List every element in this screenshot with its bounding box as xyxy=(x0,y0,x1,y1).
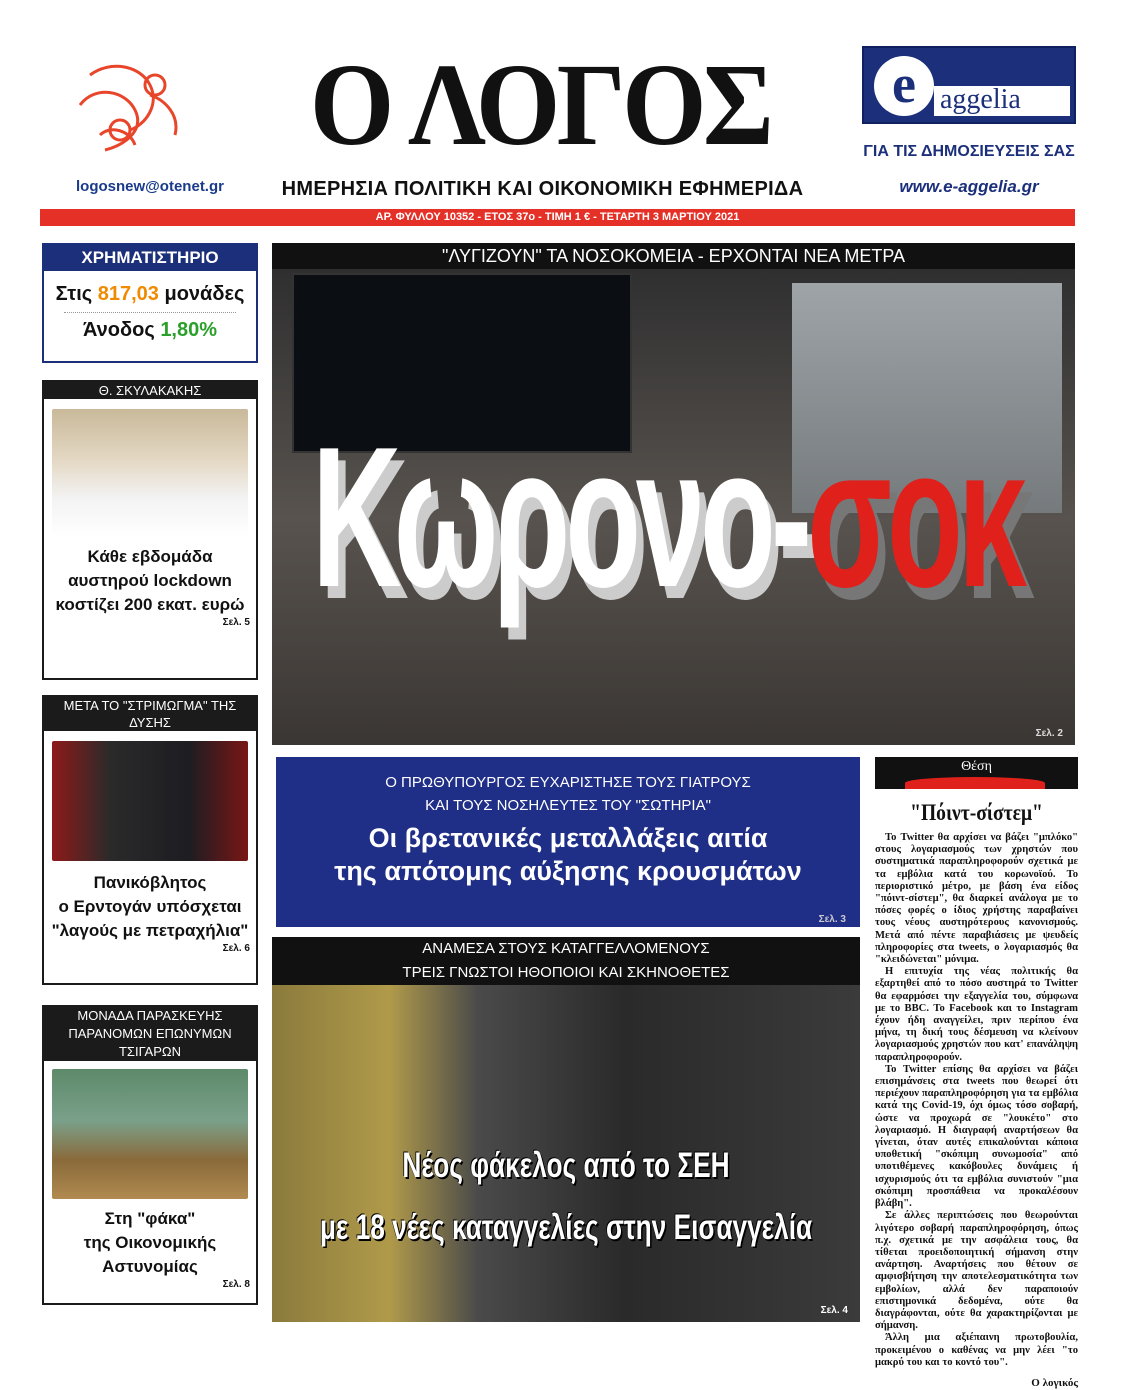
newspaper-logo-illustration xyxy=(60,55,200,170)
page-ref: Σελ. 5 xyxy=(222,617,250,628)
story-kicker: Ο ΠΡΩΘΥΠΟΥΡΓΟΣ ΕΥΧΑΡΙΣΤΗΣΕ ΤΟΥΣ ΓΙΑΤΡΟΥΣ xyxy=(385,774,751,791)
paragraph: Το Twitter επίσης θα αρχίσει να βάζει επισημάνσεις στα tweets που θεωρεί ότι περιέχουν παραπληροφόρηση για τα εμβόλια κατά της Covid-19, όχι όμως τόσο σοβαρή, ώστε να προχωρά σε "λουκέτο" στο λογαριασμό. Η διαγραφή αναρτήσεων θα γίνεται, όταν αυτές επικαλούνται κάποια υποθετική "σκόπιμη συνωμοσία" από υποτιθέμενες κακόβουλες δυνάμεις ή ισχυρισμούς ότι τα εμβόλια συνιστούν "μια σκόπιμη προσπάθεια να προκαλέσουν βλάβη". xyxy=(875,1063,1078,1210)
opinion-signature: Ο λογικός xyxy=(1031,1376,1078,1389)
story-photo xyxy=(52,409,248,537)
stock-value: 817,03 xyxy=(97,283,159,305)
stock-change: 1,80% xyxy=(160,319,218,341)
story-kicker: ΤΡΕΙΣ ΓΝΩΣΤΟΙ ΗΘΟΠΟΙΟΙ ΚΑΙ ΣΚΗΝΟΘΕΤΕΣ xyxy=(402,964,730,981)
red-decoration xyxy=(905,777,1045,789)
ad-tagline: ΓΙΑ ΤΙΣ ΔΗΜΟΣΙΕΥΣΕΙΣ ΣΑΣ xyxy=(863,143,1075,160)
caption-line: αυστηρού lockdown xyxy=(68,571,232,590)
story-header: Θ. ΣΚΥΛΑΚΑΚΗΣ xyxy=(44,382,256,399)
caption-line: ο Ερντογάν υπόσχεται xyxy=(58,897,242,916)
caption-line: "λαγούς με πετραχήλια" xyxy=(51,921,249,940)
label: μονάδες xyxy=(164,283,245,305)
story-header: ΜΕΤΑ ΤΟ "ΣΤΡΙΜΩΓΜΑ" ΤΗΣ ΔΥΣΗΣ xyxy=(44,697,256,731)
paragraph: Σε άλλες περιπτώσεις που θεωρούνται λιγότερο σοβαρή παραπληροφόρηση, όπως π.χ. σχετικά με την ασφάλεια τους, θα τίθεται προειδοποιητική σήμανση στην ανάρτηση. Αναρτήσεις που θέτουν σε αμφισβήτηση την αποτελεσματικότητα των εμβολίων, αλλά δεν παραποιούν επιστημονικά δεδομένα, ούτε θα διαγράφονται, ούτε θα χαρακτηρίζονται με σήμανση. xyxy=(875,1210,1078,1332)
second-story[interactable] xyxy=(276,757,860,927)
third-story-kicker xyxy=(272,937,860,985)
contact-email[interactable]: logosnew@otenet.gr xyxy=(76,178,224,195)
e-aggelia-ad-logo[interactable] xyxy=(862,46,1076,124)
issue-info-bar: ΑΡ. ΦΥΛΛΟΥ 10352 - ΕΤΟΣ 37ο - ΤΙΜΗ 1 € - ΤΕΤΑΡΤΗ 3 ΜΑΡΤΙΟΥ 2021 xyxy=(40,209,1075,226)
story-headline: της απότομης αύξησης κρουσμάτων xyxy=(334,856,802,886)
third-story-photo[interactable] xyxy=(272,985,860,1322)
page-ref: Σελ. 8 xyxy=(222,1279,250,1290)
story-header: ΜΟΝΑΔΑ ΠΑΡΑΣΚΕΥΗΣ ΠΑΡΑΝΟΜΩΝ ΕΠΩΝΥΜΩΝ ΤΣΙΓΑΡΩΝ xyxy=(44,1007,256,1061)
headline-part-red: σοκ xyxy=(807,406,1023,629)
story-caption xyxy=(44,545,256,617)
opinion-column xyxy=(875,832,1078,1390)
ad-url[interactable]: www.e-aggelia.gr xyxy=(899,177,1039,196)
stock-title: ΧΡΗΜΑΤΙΣΤΗΡΙΟ xyxy=(44,245,256,271)
section-label: Θέση xyxy=(961,759,992,774)
stock-change-line xyxy=(44,319,256,342)
stock-market-box xyxy=(42,243,258,363)
label: Στις xyxy=(55,283,93,305)
masthead-title: Ο ΛΟΓΟΣ xyxy=(309,39,771,170)
story-photo xyxy=(52,741,248,861)
sidebar-story[interactable] xyxy=(42,380,258,680)
lead-kicker: "ΛΥΓΙΖΟΥΝ" ΤΑ ΝΟΣΟΚΟΜΕΙΑ - ΕΡΧΟΝΤΑΙ ΝΕΑ ΜΕΤΡΑ xyxy=(272,243,1075,269)
story-headline: Οι βρετανικές μεταλλάξεις αιτία xyxy=(368,823,768,853)
story-caption xyxy=(44,871,256,943)
story-photo xyxy=(52,1069,248,1199)
e-aggelia-logo-word: aggelia xyxy=(934,86,1070,116)
lead-story[interactable] xyxy=(272,243,1075,745)
story-headline: με 18 νέες καταγγελίες στην Εισαγγελία xyxy=(319,1208,813,1247)
caption-line: Κάθε εβδομάδα xyxy=(87,547,213,566)
story-headline: Νέος φάκελος από το ΣΕΗ xyxy=(402,1146,730,1185)
paragraph: Άλλη μια αξιέπαινη πρωτοβουλία, προκειμένου ο καθένας να μην λέει "το μακρύ του και το κοντό του". xyxy=(875,1332,1078,1368)
page-ref: Σελ. 3 xyxy=(818,914,846,925)
story-kicker: ΑΝΑΜΕΣΑ ΣΤΟΥΣ ΚΑΤΑΓΓΕΛΛΟΜΕΝΟΥΣ xyxy=(422,940,710,957)
opinion-body xyxy=(875,832,1078,1369)
paragraph: Το Twitter θα αρχίσει να βάζει "μπλόκο" στους λογαριασμούς των χρηστών που συστηματικά παραπληροφορούν σχετικά με τα εμβόλια κατά του κορωνοϊού. Το περιοριστικό μέτρο, με βάση ένα είδος "πόιντ-σίστεμ", θα διαρκεί ανάλογα με το πόσες φορές ο ίδιος χρήστης παραβαίνει τους νέους αυστηρότερους κανονισμούς. Μετά από πέντε παραβιάσεις με ψευδείς πληροφορίες στα tweets, ο λογαριασμός θα "κλειδώνεται" μόνιμα. xyxy=(875,832,1078,966)
headline-part: Κωρονο- xyxy=(312,406,808,629)
caption-line: κοστίζει 200 εκατ. ευρώ xyxy=(55,595,245,614)
e-aggelia-logo-letter: e xyxy=(874,56,934,116)
caption-line: της Οικονομικής xyxy=(83,1233,217,1252)
caption-line: Αστυνομίας xyxy=(102,1257,198,1276)
page-ref: Σελ. 2 xyxy=(1035,728,1063,739)
sidebar-story[interactable] xyxy=(42,1005,258,1305)
caption-line: Στη "φάκα" xyxy=(104,1209,196,1228)
sidebar-story[interactable] xyxy=(42,695,258,985)
story-caption xyxy=(44,1207,256,1279)
story-kicker: ΚΑΙ ΤΟΥΣ ΝΟΣΗΛΕΥΤΕΣ ΤΟΥ "ΣΩΤΗΡΙΑ" xyxy=(425,797,711,814)
masthead-subtitle: ΗΜΕΡΗΣΙΑ ΠΟΛΙΤΙΚΗ ΚΑΙ ΟΙΚΟΝΟΜΙΚΗ ΕΦΗΜΕΡΙΔΑ xyxy=(281,178,804,200)
opinion-section-header xyxy=(875,757,1078,789)
caption-line: Πανικόβλητος xyxy=(93,873,207,892)
opinion-title: "Πόιντ-σίστεμ" xyxy=(910,800,1043,825)
paragraph: Η επιτυχία της νέας πολιτικής θα εξαρτηθεί από το πόσο αυστηρά το Twitter θα εφαρμόσει την εξαγγελία του, σύμφωνα με το BBC. Το Facebook και το Instagram έχουν ήδη αναγγείλει, πριν περίπου ένα μήνα, τη δική τους δέσμευση να κλείνουν λογαριασμούς χρηστών που κατ' επανάληψη παραπληροφορούν. xyxy=(875,966,1078,1063)
label: Άνοδος xyxy=(82,319,155,341)
page-ref: Σελ. 6 xyxy=(222,943,250,954)
lead-headline xyxy=(312,388,1022,648)
stock-index-line xyxy=(44,283,256,306)
page-ref: Σελ. 4 xyxy=(820,1305,848,1316)
